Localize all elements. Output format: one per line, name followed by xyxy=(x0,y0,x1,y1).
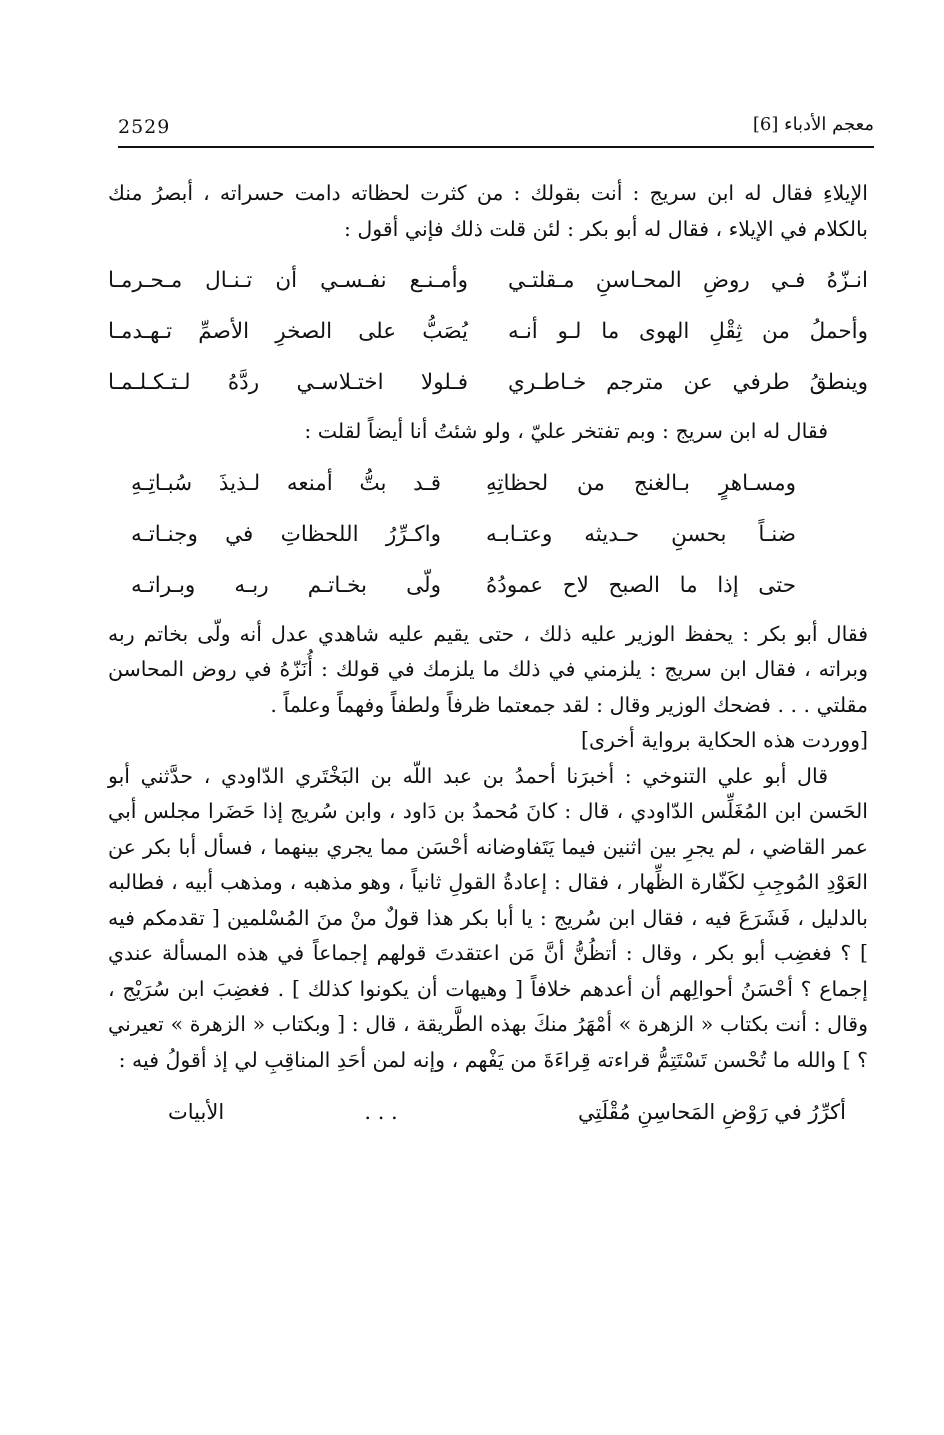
verse-first-hemistich: وأحملُ من ثِقْلِ الهوى ما لـو أنـه xyxy=(508,319,868,344)
paragraph-4: قال أبو علي التنوخي : أخبرَنا أحمدُ بن عبد اللّه بن البَخْتَري الدّاودي ، حدَّثني أبو الحَسن ابن المُغَلِّس الدّاودي ، قال : كانَ مُحمدُ بن دَاود ، وابن سُريج إذا حَضَرا مجلس أبي عمر القاضي ، لم يجرِ بين اثنين فيما يَتَفاوضانه أحْسَن مما يجري بينهما ، فسأل أبا بكر عن العَوْدِ المُوجِبِ لكَفّارة الظِّهار ، فقال : إعادةُ القولِ ثانياً ، وهو مذهبه ، ومذهب أبيه ، فطالبه بالدليل ، فَشَرَعَ فيه ، فقال ابن سُريج : يا أبا بكر هذا قولٌ منْ منَ المُسْلمين [ تقدمكم فيه ] ؟ فغضِب أبو بكر ، وقال : أتظُنُّ أنَّ مَن اعتقدتَ قولهم إجماعاً في هذه المسألة عندي إجماع ؟ أحْسَنُ أحوالِهم أن أعدهم خلافاً [ وهيهات أن يكونوا كذلك ] . فغضِبَ ابن سُرَيْج ، وقال : أنت بكتاب « الزهرة » أمْهَرُ منكَ بهذه الطَّريقة ، قال : [ وبكتاب « الزهرة » تعيرني ؟ ] والله ما تُحْسن تَسْتَتِمُّ قراءته قِراءَةَ من يَفْهم ، وإنه لمن أحَدِ المناقِبِ لي إذ أقولُ فيه : xyxy=(108,763,868,1072)
verse-first-hemistich: ومسـاهرٍ بـالغنج من لحظاتِهِ xyxy=(486,470,796,496)
verse-first-hemistich: وينطقُ طرفي عن مترجم خـاطـري xyxy=(508,370,868,395)
poem-2 xyxy=(108,458,868,611)
verse-first-hemistich: حتى إذا ما الصبح لاح عمودُهُ xyxy=(486,572,796,598)
closing-verse-hemistich: أكرِّرُ في رَوْضِ المَحاسِنِ مُقْلَتِي xyxy=(577,1100,846,1124)
poem-1 xyxy=(108,255,868,408)
verse-first-hemistich: ضنـاً بحسنِ حـديثه وعتـابـه xyxy=(486,521,796,547)
ellipsis: . . . xyxy=(364,1100,398,1124)
verse xyxy=(131,509,796,560)
closing-verse-line xyxy=(108,1092,868,1132)
verse-second-hemistich: واكـرِّرُ اللحظاتِ في وجنـاتـه xyxy=(131,521,441,547)
page-number: 2529 xyxy=(118,116,171,138)
running-head: معجم الأدباء [6] xyxy=(752,114,874,135)
closing-verse-tail: الأبيات xyxy=(168,1100,225,1124)
verse-second-hemistich: يُصَبُّ على الصخرِ الأصمِّ تـهـدمـا xyxy=(108,319,468,344)
verse-first-hemistich: انـزّهُ فـي روضِ المحـاسنِ مـقلتـي xyxy=(508,268,868,293)
verse xyxy=(108,357,868,408)
verse-second-hemistich: ولّى بخـاتـم ربـه وبـراتـه xyxy=(131,572,441,598)
verse xyxy=(131,560,796,611)
verse xyxy=(108,306,868,357)
page-header xyxy=(118,112,874,148)
verse-second-hemistich: وأمـنـع نفـسـي أن تـنـال مـحـرمـا xyxy=(108,268,468,293)
verse-second-hemistich: قـد بتُّ أمنعه لـذيذَ سُبـاتِـهِ xyxy=(131,470,441,496)
paragraph-1: الإيلاءِ فقال له ابن سريج : أنت بقولك : من كثرت لحظاته دامت حسراته ، أبصرُ منك بالكلام في الإيلاء ، فقال له أبو بكر : لئن قلت ذلك فإني أقول : xyxy=(108,181,868,241)
verse-second-hemistich: فـلولا اختـلاسـي ردَّهُ لـتـكـلـمـا xyxy=(108,370,468,395)
verse xyxy=(108,255,868,306)
page-body xyxy=(108,176,868,1132)
verse xyxy=(131,458,796,509)
paragraph-3: فقال أبو بكر : يحفظ الوزير عليه ذلك ، حتى يقيم عليه شاهدي عدل أنه ولّى بخاتم ربه وبراته ، فقال ابن سريج : يلزمني في ذلك ما يلزمك في قولك : أُنَزّهُ في روض المحاسن مقلتي . . . فضحك الوزير وقال : لقد جمعتما ظرفاً ولطفاً وفهماً وعلماً . xyxy=(108,621,868,717)
section-note: [ووردت هذه الحكاية برواية أخرى] xyxy=(581,728,868,752)
paragraph-2: فقال له ابن سريج : وبم تفتخر عليّ ، ولو شئتُ أنا أيضاً لقلت : xyxy=(304,419,828,443)
